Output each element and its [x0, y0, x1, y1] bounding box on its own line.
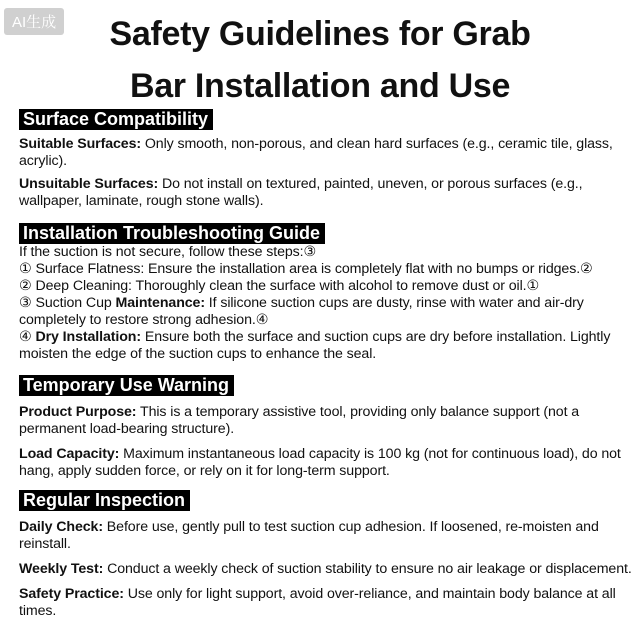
section-heading: Surface Compatibility — [19, 109, 213, 130]
ai-generated-watermark: AI生成 — [4, 8, 64, 35]
product-purpose-text: This is a temporary assistive tool, providing only balance support (not a permanent load-bearing structure). — [19, 404, 580, 437]
step3-label: Maintenance: — [115, 295, 205, 311]
daily-check-label: Daily Check: — [19, 519, 103, 535]
section-temporary-use-warning — [19, 375, 632, 480]
step-deep-cleaning: ② Deep Cleaning: Thoroughly clean the surface with alcohol to remove dust or oil.① — [19, 278, 540, 294]
product-purpose-paragraph — [19, 404, 632, 438]
section-heading: Installation Troubleshooting Guide — [19, 223, 325, 244]
product-purpose-label: Product Purpose: — [19, 404, 137, 420]
unsuitable-surfaces-paragraph — [19, 176, 632, 210]
step4-text: Ensure both the surface and suction cups are dry before installation. Lightly moisten the edge of the suction cups to enhance the seal. — [19, 329, 611, 362]
suitable-surfaces-text: Only smooth, non-porous, and clean hard surfaces (e.g., ceramic tile, glass, acrylic). — [19, 136, 613, 169]
section-installation-troubleshooting — [19, 223, 632, 363]
section-heading: Temporary Use Warning — [19, 375, 234, 396]
load-capacity-label: Load Capacity: — [19, 446, 120, 462]
load-capacity-paragraph — [19, 446, 632, 480]
title-line-2: Bar Installation and Use — [129, 67, 511, 105]
step4-prefix: ④ — [19, 329, 36, 345]
weekly-test-label: Weekly Test: — [19, 561, 104, 577]
safety-practice-paragraph — [19, 586, 632, 620]
unsuitable-surfaces-label: Unsuitable Surfaces: — [19, 176, 159, 192]
step-suction-cup-maintenance — [19, 295, 632, 329]
daily-check-paragraph — [19, 519, 632, 553]
step3-prefix: ③ Suction Cup — [19, 295, 116, 311]
title-line-1: Safety Guidelines for Grab — [109, 15, 531, 53]
safety-practice-label: Safety Practice: — [19, 586, 124, 602]
unsuitable-surfaces-text: Do not install on textured, painted, uneven, or porous surfaces (e.g., wallpaper, laminate, rough stone walls). — [19, 176, 583, 209]
step4-label: Dry Installation: — [35, 329, 141, 345]
suitable-surfaces-paragraph — [19, 136, 632, 170]
section-surface-compatibility — [19, 109, 632, 210]
daily-check-text: Before use, gently pull to test suction cup adhesion. If loosened, re-moisten and reinstall. — [19, 519, 599, 552]
page-title — [0, 0, 640, 104]
step-dry-installation — [19, 329, 632, 363]
suitable-surfaces-label: Suitable Surfaces: — [19, 136, 141, 152]
step3-text: If silicone suction cups are dusty, rinse with water and air-dry completely to restore strong adhesion.④ — [19, 295, 584, 328]
section-heading: Regular Inspection — [19, 490, 190, 511]
weekly-test-text: Conduct a weekly check of suction stability to ensure no air leakage or displacement. — [103, 561, 632, 577]
step-surface-flatness: ① Surface Flatness: Ensure the installation area is completely flat with no bumps or ridges.② — [19, 261, 593, 277]
weekly-test-paragraph — [19, 561, 632, 578]
safety-practice-text: Use only for light support, avoid over-reliance, and maintain body balance at all times. — [19, 586, 616, 619]
section-regular-inspection — [19, 490, 632, 620]
load-capacity-text: Maximum instantaneous load capacity is 100 kg (not for continuous load), do not hang, apply sudden force, or rely on it for long-term support. — [19, 446, 621, 479]
troubleshooting-intro: If the suction is not secure, follow these steps:③ — [19, 244, 317, 260]
